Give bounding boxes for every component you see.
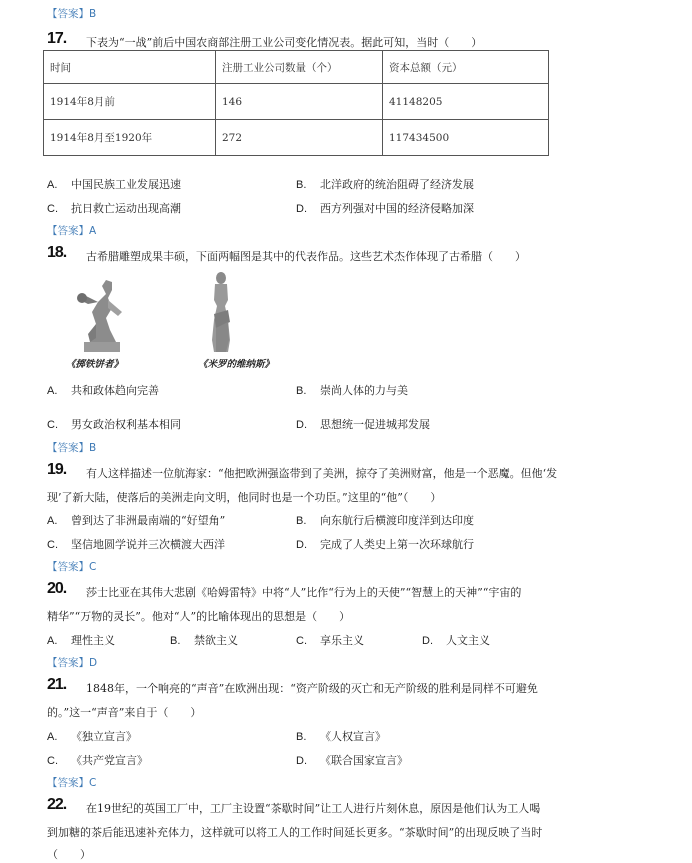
table-header-row — [44, 51, 549, 84]
option-19-a[interactable]: A. 曾到达了非洲最南端的“好望角” — [47, 514, 226, 527]
question-text-18: 古希腊雕塑成果丰硕，下面两幅图是其中的代表作品。这些艺术杰作体现了古希腊（ ） — [86, 250, 526, 263]
option-17-d[interactable]: D. 西方列强对中国的经济侵略加深 — [296, 202, 474, 215]
question-number-17: 17. — [47, 30, 67, 47]
answer-20: 【答案】D — [47, 657, 98, 669]
question-number-22: 22. — [47, 796, 67, 813]
option-19-d[interactable]: D. 完成了人类史上第一次环球航行 — [296, 538, 474, 551]
table-header: 注册工业公司数量（个） — [216, 51, 383, 84]
table-cell: 41148205 — [383, 84, 549, 120]
table-cell: 1914年8月前 — [44, 84, 216, 120]
option-20-c[interactable]: C. 享乐主义 — [296, 634, 364, 647]
venus-statue-image — [204, 270, 238, 356]
question-number-19: 19. — [47, 461, 67, 478]
question-text-21-line1: 1848年，一个响亮的“声音”在欧洲出现：“资产阶级的灭亡和无产阶级的胜利是同样不可避免 — [86, 682, 538, 695]
question-text-22-line1: 在19世纪的英国工厂中，工厂主设置“茶歇时间”让工人进行片刻休息，原因是他们认为工人喝 — [86, 802, 541, 815]
option-20-a[interactable]: A. 理性主义 — [47, 634, 115, 647]
option-19-c[interactable]: C. 坚信地圆学说并三次横渡大西洋 — [47, 538, 225, 551]
question-number-21: 21. — [47, 676, 67, 693]
question-text-22-line2: 到加糖的茶后能迅速补充体力，这样就可以将工人的工作时间延长更多。“茶歇时间”的出现反映了当时 — [47, 826, 543, 839]
answer-19: 【答案】C — [47, 561, 97, 573]
question-text-20-line1: 莎士比亚在其伟大悲剧《哈姆雷特》中将“人”比作“行为上的天使”“智慧上的天神”“宇宙的 — [86, 586, 522, 599]
answer-18: 【答案】B — [47, 442, 97, 454]
answer-17: 【答案】A — [47, 225, 97, 237]
option-19-b[interactable]: B. 向东航行后横渡印度洋到达印度 — [296, 514, 474, 527]
question-text-19-line1: 有人这样描述一位航海家：“他把欧洲强盗带到了美洲，掠夺了美洲财富，他是一个恶魔。但他‘发 — [86, 467, 558, 480]
option-21-a[interactable]: A. 《独立宣言》 — [47, 730, 137, 743]
option-21-b[interactable]: B. 《人权宣言》 — [296, 730, 386, 743]
option-18-b[interactable]: B. 崇尚人体的力与美 — [296, 384, 408, 397]
caption-discobolus: 《掷铁饼者》 — [66, 359, 124, 370]
discobolus-statue-image — [68, 272, 138, 354]
question-text-19-line2: 现’了新大陆，使落后的美洲走向文明，他同时也是一个功臣。”这里的“他”（ ） — [47, 491, 442, 504]
table-cell: 146 — [216, 84, 383, 120]
table-cell: 1914年8月至1920年 — [44, 120, 216, 156]
table-cell: 117434500 — [383, 120, 549, 156]
option-18-d[interactable]: D. 思想统一促进城邦发展 — [296, 418, 430, 431]
table-row — [44, 120, 549, 156]
option-20-b[interactable]: B. 禁欲主义 — [170, 634, 238, 647]
table-header: 资本总额（元） — [383, 51, 549, 84]
company-table — [43, 50, 549, 156]
option-17-c[interactable]: C. 抗日救亡运动出现高潮 — [47, 202, 181, 215]
question-text-20-line2: 精华”“万物的灵长”。他对“人”的比喻体现出的思想是（ ） — [47, 610, 351, 623]
table-cell: 272 — [216, 120, 383, 156]
option-21-c[interactable]: C. 《共产党宣言》 — [47, 754, 148, 767]
answer-21: 【答案】C — [47, 777, 97, 789]
option-20-d[interactable]: D. 人文主义 — [422, 634, 490, 647]
table-header: 时间 — [44, 51, 216, 84]
option-18-c[interactable]: C. 男女政治权利基本相同 — [47, 418, 181, 431]
question-text-21-line2: 的。”这一“声音”来自于（ ） — [47, 706, 202, 719]
question-number-20: 20. — [47, 580, 67, 597]
question-text-17: 下表为“一战”前后中国农商部注册工业公司变化情况表。据此可知，当时（ ） — [86, 36, 483, 49]
question-text-22-line3: （ ） — [47, 848, 91, 861]
table-row — [44, 84, 549, 120]
caption-venus: 《米罗的维纳斯》 — [198, 359, 275, 370]
answer-16: 【答案】B — [47, 8, 97, 20]
option-17-a[interactable]: A. 中国民族工业发展迅速 — [47, 178, 181, 191]
option-18-a[interactable]: A. 共和政体趋向完善 — [47, 384, 159, 397]
question-number-18: 18. — [47, 244, 67, 261]
option-21-d[interactable]: D. 《联合国家宣言》 — [296, 754, 408, 767]
option-17-b[interactable]: B. 北洋政府的统治阻碍了经济发展 — [296, 178, 474, 191]
